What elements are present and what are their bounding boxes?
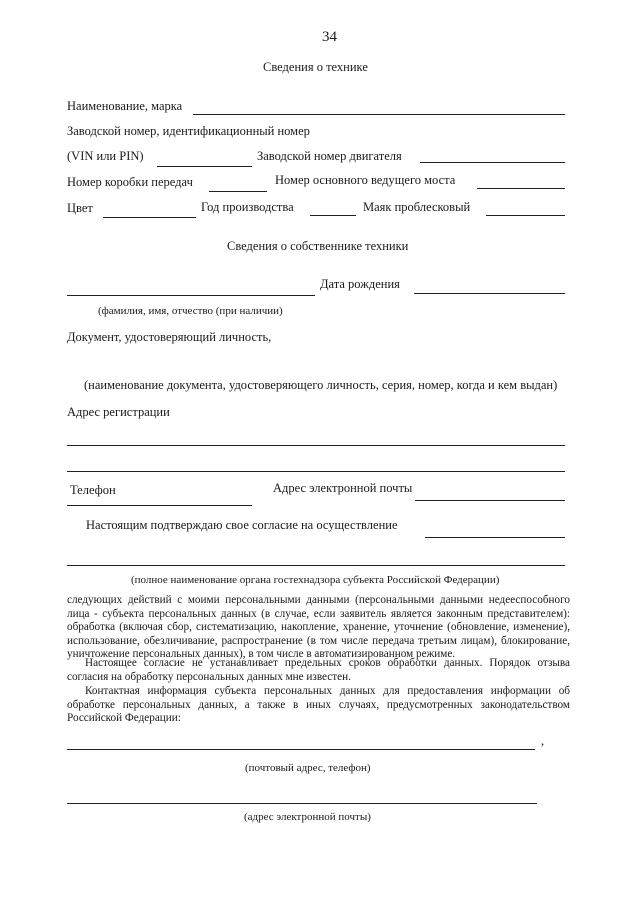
comma-mark: , [541,734,545,748]
owner-heading: Сведения о собственнике техники [227,239,409,253]
email-hint: (адрес электронной почты) [244,811,371,823]
vin-field[interactable] [157,166,252,167]
beacon-label: Маяк проблесковый [363,200,471,214]
postal-address-field[interactable] [67,749,535,750]
vin-label: (VIN или PIN) [67,149,144,163]
beacon-field[interactable] [486,215,565,216]
consent-paragraph-terms: Настоящее согласие не устанавливает предельных сроков обработки данных. Порядок отзыва согласия на обработку персональных данных мне известен. [67,657,570,683]
consent-intro: Настоящим подтверждаю свое согласие на осуществление [86,518,398,532]
email-field[interactable] [415,500,565,501]
consent-paragraph-actions: следующих действий с моими персональными данными (персональными данными недееспособного лица - субъекта персональных данных (в случае, если заявитель является законным представителем): обработка (включая сбор, систематизацию, накопление, хранение, уточнение (обновление, изменение), использование, обезличивание, распространение (в том числе передача третьим лицам), блокирование, уничтожение персональных данных), в том числе в автоматизированном режиме. [67,594,570,661]
phone-field[interactable] [67,505,252,506]
fio-field[interactable] [67,295,315,296]
color-field[interactable] [103,217,196,218]
color-label: Цвет [67,201,93,215]
name-brand-label: Наименование, марка [67,99,183,113]
id-document-hint: (наименование документа, удостоверяющего личность, серия, номер, когда и кем выдан) [84,378,558,392]
year-label: Год производства [201,200,294,214]
authority-hint: (полное наименование органа гостехнадзора субъекта Российской Федерации) [131,574,500,586]
birth-date-label: Дата рождения [320,277,400,291]
consent-intro-field[interactable] [425,537,565,538]
page-number: 34 [322,29,337,45]
registration-address-field-2[interactable] [67,471,565,472]
gearbox-number-label: Номер коробки передач [67,175,193,189]
email-label: Адрес электронной почты [273,481,413,495]
name-brand-field[interactable] [193,114,565,115]
registration-address-label: Адрес регистрации [67,405,170,419]
postal-hint: (почтовый адрес, телефон) [245,762,371,774]
registration-address-field-1[interactable] [67,445,565,446]
equipment-heading: Сведения о технике [263,60,368,74]
year-field[interactable] [310,215,356,216]
id-document-label: Документ, удостоверяющий личность, [67,330,272,344]
fio-hint: (фамилия, имя, отчество (при наличии) [98,305,283,317]
gearbox-number-field[interactable] [209,191,267,192]
serial-number-label: Заводской номер, идентификационный номер [67,124,310,138]
authority-field[interactable] [67,565,565,566]
consent-paragraph-contacts: Контактная информация субъекта персональных данных для предоставления информации об обработке персональных данных, а также в иных случаях, предусмотренных законодательством Российской Федерации: [67,685,570,725]
phone-label: Телефон [70,483,116,497]
drive-axle-label: Номер основного ведущего моста [275,173,456,187]
email-contact-field[interactable] [67,803,537,804]
drive-axle-field[interactable] [477,188,565,189]
engine-number-label: Заводской номер двигателя [257,149,402,163]
birth-date-field[interactable] [414,293,565,294]
engine-number-field[interactable] [420,162,565,163]
